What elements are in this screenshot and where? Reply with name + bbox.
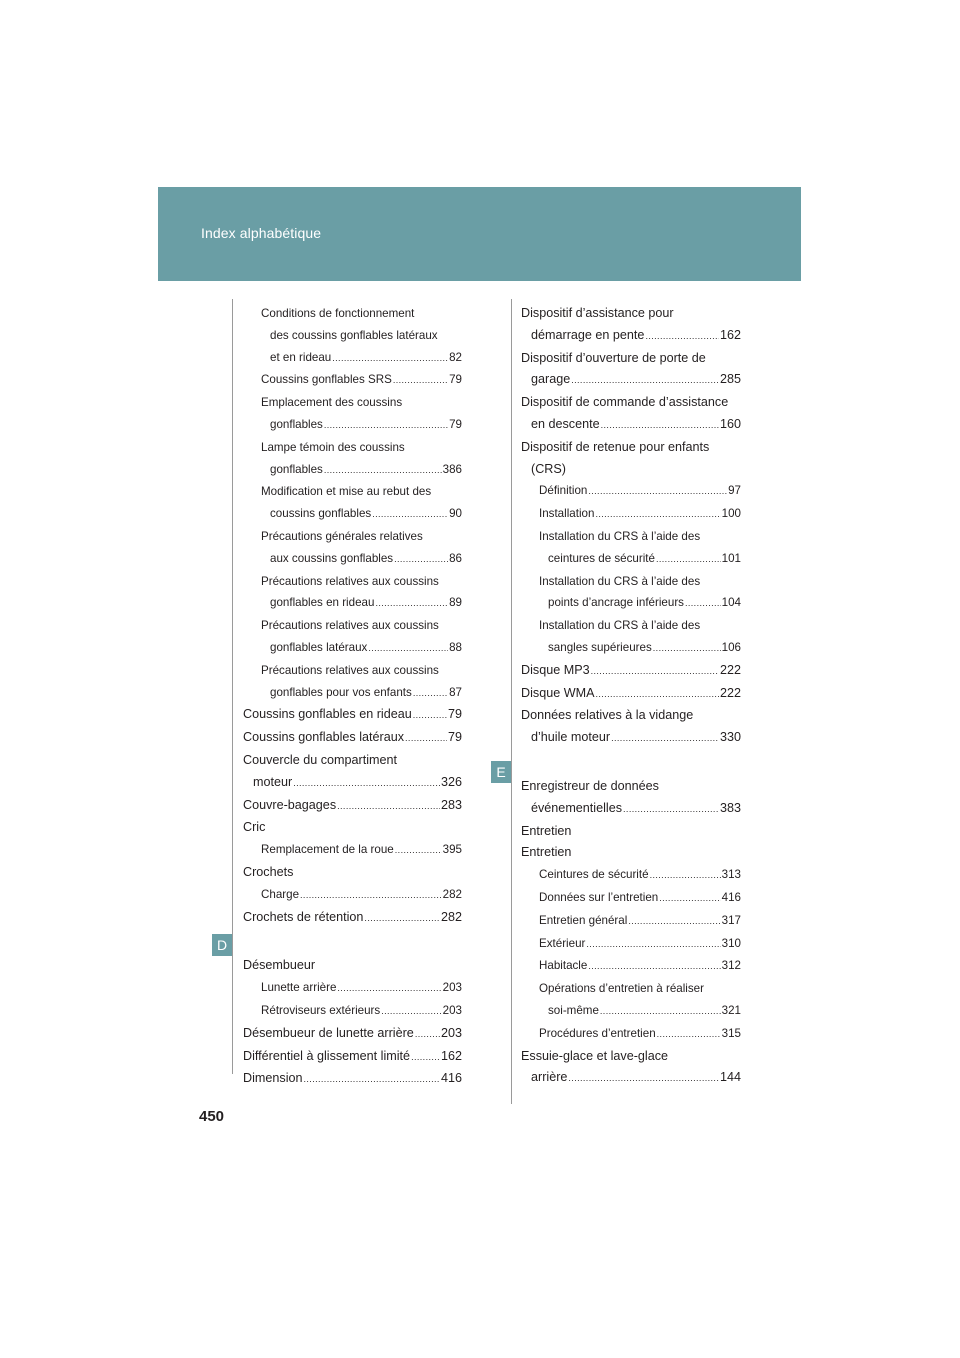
index-entry — [521, 1067, 741, 1090]
entry-page: 97 — [728, 484, 741, 498]
index-entry — [521, 548, 741, 571]
dot-leader — [364, 907, 440, 930]
entry-text: Lampe témoin des coussins — [261, 440, 405, 454]
entry-text: Coussins gonflables latéraux — [243, 730, 405, 745]
entry-text: Entretien général — [539, 913, 628, 927]
entry-text: points d’ancrage inférieurs — [548, 596, 684, 610]
entry-page: 79 — [447, 730, 462, 745]
dot-leader — [685, 592, 721, 615]
dot-leader — [601, 414, 719, 437]
entry-page: 222 — [719, 685, 741, 700]
entry-text: Dispositif d’ouverture de porte de — [521, 350, 706, 365]
dot-leader — [324, 414, 448, 437]
entry-text: Emplacement des coussins — [261, 396, 403, 410]
entry-page: 203 — [442, 981, 462, 995]
index-entry — [243, 1000, 462, 1023]
dot-leader — [650, 864, 721, 887]
entry-page: 321 — [721, 1003, 741, 1017]
index-entry — [521, 660, 741, 683]
entry-text: d’huile moteur — [531, 730, 611, 745]
entry-text: Dimension — [243, 1071, 303, 1086]
dot-leader — [304, 1068, 440, 1091]
index-entry — [243, 303, 462, 325]
entry-page: 162 — [440, 1048, 462, 1063]
dot-leader — [411, 1046, 440, 1069]
page-header — [158, 187, 801, 281]
index-entry — [243, 955, 462, 977]
dot-leader — [368, 637, 448, 660]
dot-leader — [586, 933, 720, 956]
entry-page: 330 — [719, 730, 741, 745]
index-entry — [521, 776, 741, 798]
index-entry — [243, 571, 462, 593]
entry-text: Dispositif d’assistance pour — [521, 306, 674, 320]
index-entry — [243, 727, 462, 750]
dot-leader — [588, 955, 720, 978]
index-entry — [243, 414, 462, 437]
entry-text: Désembueur — [243, 958, 316, 973]
entry-text: Procédures d’entretien — [539, 1026, 656, 1040]
dot-leader — [293, 772, 440, 795]
entry-page: 416 — [721, 890, 741, 904]
dot-leader — [393, 369, 448, 392]
entry-text: Crochets de rétention — [243, 909, 364, 924]
entry-page: 222 — [719, 662, 741, 677]
index-entry — [243, 772, 462, 795]
index-entry — [243, 750, 462, 772]
index-entry — [243, 817, 462, 839]
dot-leader — [405, 727, 447, 750]
entry-text: Remplacement de la roue — [261, 843, 394, 857]
entry-text: et en rideau — [270, 350, 332, 364]
entry-page: 79 — [449, 373, 462, 387]
index-entry — [243, 977, 462, 1000]
entry-text: (CRS) — [531, 461, 566, 476]
dot-leader — [324, 459, 442, 482]
index-entry — [521, 727, 741, 750]
dot-leader — [381, 1000, 441, 1023]
index-entry — [521, 503, 741, 526]
entry-text: Rétroviseurs extérieurs — [261, 1003, 381, 1017]
entry-text: Installation du CRS à l’aide des — [539, 529, 701, 543]
entry-text: Lunette arrière — [261, 981, 337, 995]
index-entry — [243, 615, 462, 637]
right-index-column — [521, 303, 741, 1090]
entry-text: Cric — [243, 820, 266, 835]
index-entry — [243, 862, 462, 884]
entry-text: Dispositif de retenue pour enfants — [521, 439, 710, 454]
index-entry — [243, 325, 462, 347]
right-rule — [511, 299, 512, 1104]
dot-leader — [656, 548, 721, 571]
dot-leader — [645, 325, 719, 348]
entry-text: Charge — [261, 887, 300, 901]
index-entry — [521, 437, 741, 459]
entry-text: moteur — [253, 774, 293, 789]
entry-page: 82 — [449, 350, 462, 364]
entry-page: 88 — [449, 640, 462, 654]
dot-leader — [623, 798, 719, 821]
index-entry — [521, 683, 741, 706]
index-entry — [243, 392, 462, 414]
entry-text: Précautions relatives aux coussins — [261, 619, 439, 633]
entry-text: Désembueur de lunette arrière — [243, 1025, 414, 1040]
dot-leader — [394, 548, 448, 571]
entry-text: Différentiel à glissement limité — [243, 1048, 411, 1063]
dot-leader — [591, 660, 719, 683]
entry-page: 310 — [721, 936, 741, 950]
entry-text: Essuie-glace et lave-glace — [521, 1048, 669, 1063]
index-entry — [521, 1000, 741, 1023]
entry-text: aux coussins gonflables — [270, 551, 394, 565]
entry-page: 162 — [719, 327, 741, 342]
dot-leader — [372, 503, 448, 526]
index-entry — [521, 592, 741, 615]
index-entry — [521, 369, 741, 392]
entry-page: 101 — [721, 551, 741, 565]
dot-leader — [611, 727, 719, 750]
entry-text: Extérieur — [539, 936, 586, 950]
entry-page: 106 — [721, 640, 741, 654]
index-entry — [521, 821, 741, 843]
index-entry — [243, 1046, 462, 1069]
entry-text: Entretien — [521, 845, 572, 860]
dot-leader — [413, 682, 448, 705]
dot-leader — [337, 795, 440, 818]
entry-text: Disque MP3 — [521, 662, 590, 677]
letter-tab-e: E — [491, 761, 511, 783]
entry-page: 395 — [442, 843, 462, 857]
entry-text: Dispositif de commande d’assistance — [521, 395, 729, 410]
index-entry — [521, 615, 741, 637]
letter-tab-d: D — [212, 934, 232, 956]
index-entry — [521, 933, 741, 956]
dot-leader — [600, 1000, 721, 1023]
entry-text: Données relatives à la vidange — [521, 708, 694, 723]
index-entry — [521, 705, 741, 727]
index-entry — [243, 1068, 462, 1091]
entry-text: Opérations d’entretien à réaliser — [539, 982, 704, 996]
entry-page: 282 — [440, 909, 462, 924]
entry-text: événementielles — [531, 800, 623, 815]
dot-leader — [415, 1023, 440, 1046]
entry-page: 79 — [449, 417, 462, 431]
index-entry — [243, 503, 462, 526]
entry-text: Définition — [539, 484, 588, 498]
dot-leader — [571, 369, 719, 392]
entry-text: garage — [531, 372, 571, 387]
entry-page: 104 — [721, 596, 741, 610]
index-entry — [521, 1023, 741, 1046]
entry-page: 312 — [721, 959, 741, 973]
entry-text: soi-même — [548, 1003, 599, 1017]
index-entry — [521, 348, 741, 370]
entry-text: Disque WMA — [521, 685, 595, 700]
entry-text: Modification et mise au rebut des — [261, 485, 432, 499]
entry-page: 90 — [449, 507, 462, 521]
entry-text: Données sur l’entretien — [539, 890, 659, 904]
entry-page: 315 — [721, 1026, 741, 1040]
index-entry — [243, 839, 462, 862]
index-entry — [243, 592, 462, 615]
dot-leader — [375, 592, 448, 615]
entry-text: Installation — [539, 507, 595, 521]
page-number: 450 — [199, 1108, 225, 1125]
entry-text: Entretien — [521, 823, 572, 838]
entry-text: Conditions de fonctionnement — [261, 307, 415, 320]
index-entry — [243, 369, 462, 392]
index-entry — [521, 637, 741, 660]
entry-text: Ceintures de sécurité — [539, 868, 649, 882]
index-entry — [243, 347, 462, 370]
left-index-column — [243, 303, 462, 1091]
entry-page: 282 — [442, 887, 462, 901]
dot-leader — [628, 910, 720, 933]
entry-text: gonflables latéraux — [270, 640, 368, 654]
index-entry — [243, 907, 462, 930]
left-rule — [232, 299, 233, 1074]
index-entry — [243, 481, 462, 503]
entry-text: Installation du CRS à l’aide des — [539, 619, 701, 633]
dot-leader — [657, 1023, 721, 1046]
entry-text: Crochets — [243, 864, 294, 879]
index-entry — [521, 910, 741, 933]
index-entry — [243, 682, 462, 705]
entry-text: gonflables — [270, 417, 323, 431]
index-entry — [243, 704, 462, 727]
index-entry — [521, 842, 741, 864]
entry-text: en descente — [531, 416, 600, 431]
header-title: Index alphabétique — [201, 225, 322, 241]
entry-page: 383 — [719, 800, 741, 815]
entry-page: 86 — [449, 551, 462, 565]
index-entry — [521, 978, 741, 1000]
index-entry — [243, 884, 462, 907]
entry-text: Coussins gonflables SRS — [261, 373, 392, 387]
index-entry — [521, 887, 741, 910]
entry-text: Précautions générales relatives — [261, 529, 423, 543]
entry-page: 317 — [721, 913, 741, 927]
index-entry — [521, 325, 741, 348]
entry-text: coussins gonflables — [270, 507, 372, 521]
index-entry — [243, 437, 462, 459]
index-entry — [243, 526, 462, 548]
entry-text: arrière — [531, 1070, 568, 1085]
entry-page: 144 — [719, 1070, 741, 1085]
dot-leader — [332, 347, 448, 370]
index-entry — [243, 637, 462, 660]
dot-leader — [300, 884, 442, 907]
index-entry — [521, 392, 741, 414]
dot-leader — [413, 704, 447, 727]
entry-page: 203 — [440, 1025, 462, 1040]
entry-text: sangles supérieures — [548, 640, 652, 654]
index-entry — [521, 864, 741, 887]
dot-leader — [588, 480, 727, 503]
dot-leader — [595, 683, 719, 706]
index-entry — [243, 660, 462, 682]
index-entry — [521, 459, 741, 481]
entry-text: ceintures de sécurité — [548, 551, 655, 565]
index-entry — [521, 955, 741, 978]
index-entry — [243, 459, 462, 482]
index-entry — [521, 526, 741, 548]
entry-text: Installation du CRS à l’aide des — [539, 574, 701, 588]
entry-text: gonflables — [270, 462, 323, 476]
entry-text: Coussins gonflables en rideau — [243, 707, 412, 722]
entry-text: Couvercle du compartiment — [243, 752, 397, 767]
entry-text: gonflables en rideau — [270, 596, 375, 610]
entry-page: 100 — [721, 507, 741, 521]
dot-leader — [653, 637, 721, 660]
index-entry — [521, 571, 741, 593]
dot-leader — [337, 977, 441, 1000]
entry-page: 285 — [719, 372, 741, 387]
index-entry — [521, 798, 741, 821]
entry-text: Précautions relatives aux coussins — [261, 574, 439, 588]
entry-page: 326 — [440, 774, 462, 789]
dot-leader — [395, 839, 442, 862]
index-entry — [243, 1023, 462, 1046]
index-entry — [243, 795, 462, 818]
index-entry — [521, 303, 741, 325]
index-entry — [243, 548, 462, 571]
entry-text: des coussins gonflables latéraux — [270, 328, 438, 342]
dot-leader — [659, 887, 720, 910]
entry-page: 283 — [440, 797, 462, 812]
entry-page: 203 — [442, 1003, 462, 1017]
entry-text: démarrage en pente — [531, 327, 645, 342]
entry-text: Habitacle — [539, 959, 588, 973]
entry-page: 79 — [447, 707, 462, 722]
entry-page: 87 — [449, 685, 462, 699]
entry-text: Précautions relatives aux coussins — [261, 663, 439, 677]
entry-page: 416 — [440, 1071, 462, 1086]
entry-text: gonflables pour vos enfants — [270, 685, 412, 699]
index-entry — [521, 414, 741, 437]
entry-page: 386 — [442, 462, 462, 476]
index-entry — [521, 1046, 741, 1068]
dot-leader — [595, 503, 720, 526]
entry-text: Couvre-bagages — [243, 797, 337, 812]
entry-text: Enregistreur de données — [521, 778, 659, 793]
entry-page: 313 — [721, 868, 741, 882]
entry-page: 160 — [719, 416, 741, 431]
entry-page: 89 — [449, 596, 462, 610]
index-entry — [521, 480, 741, 503]
dot-leader — [568, 1067, 719, 1090]
